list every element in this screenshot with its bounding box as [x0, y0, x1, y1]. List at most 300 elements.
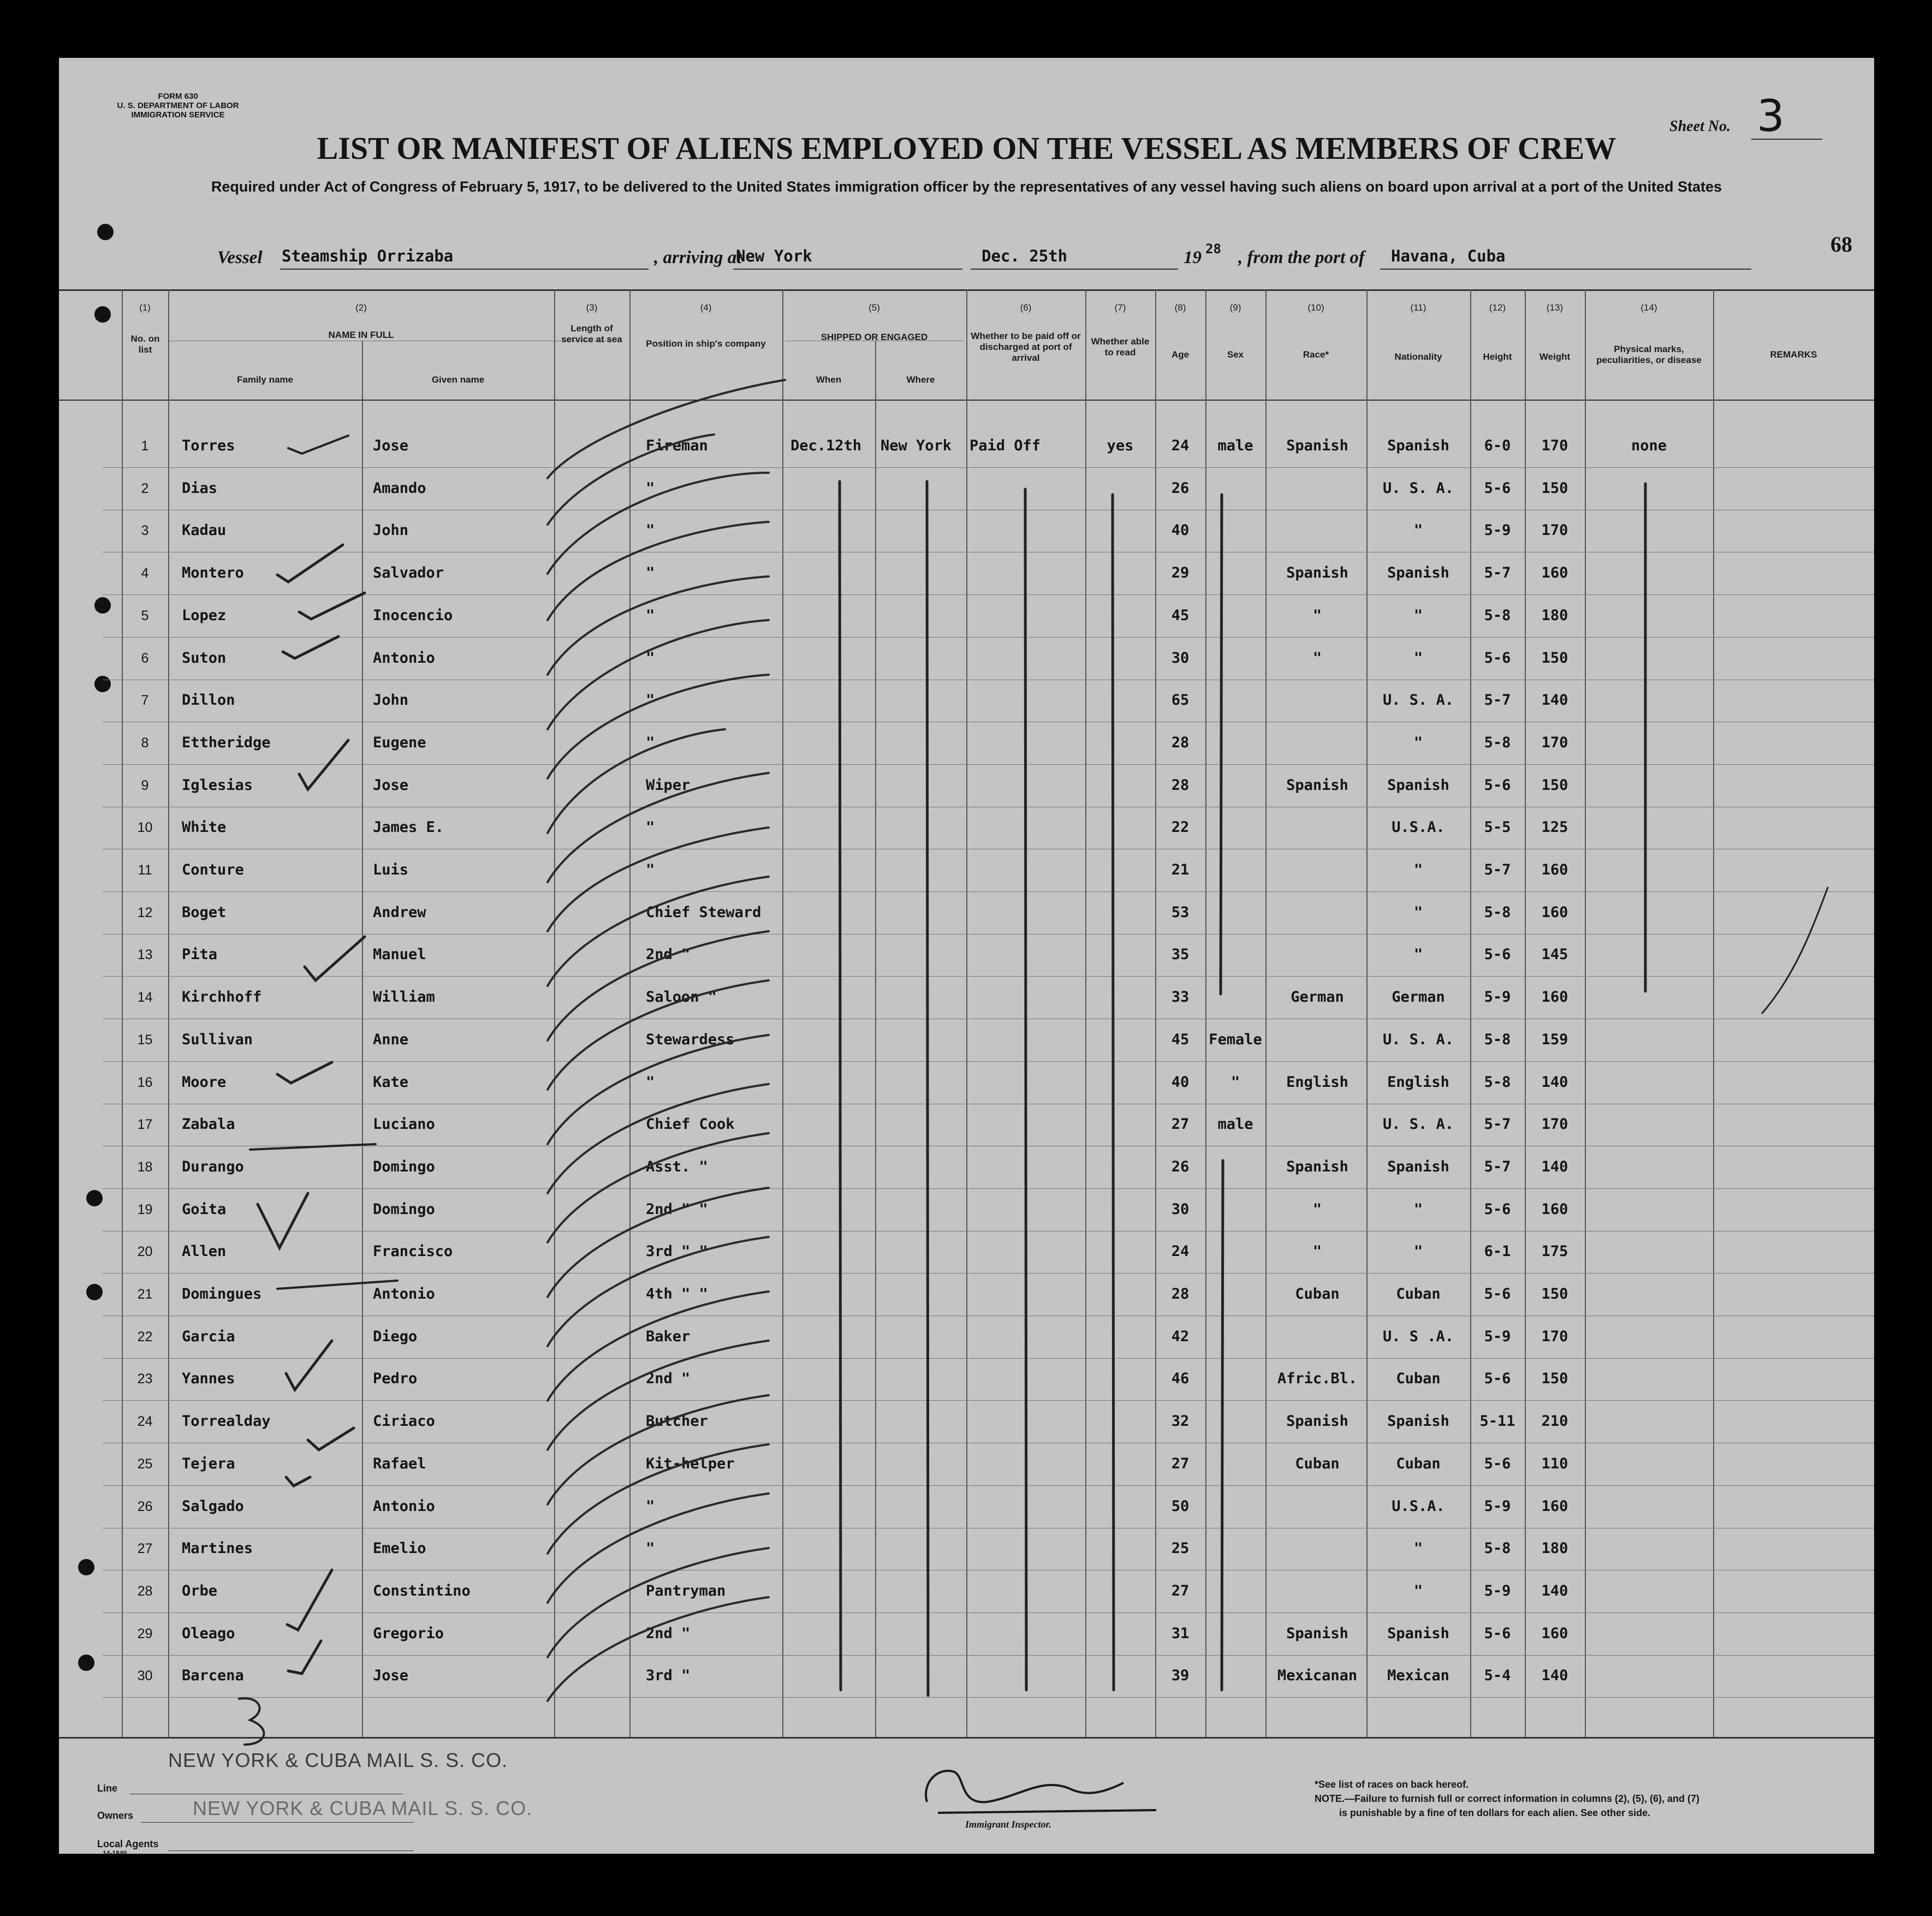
- remarks-stroke: [1762, 888, 1828, 1013]
- document-subtitle: Required under Act of Congress of February 5, 1917, to be delivered to the United States immigration officer by the representatives of any vessel having such aliens on board upon arrival at a port of the United States: [211, 178, 1722, 195]
- weight: 210: [1541, 1413, 1568, 1430]
- col-head-where: Where: [906, 374, 935, 385]
- row-number: 9: [141, 777, 149, 793]
- given-name: Diego: [373, 1328, 418, 1345]
- age: 40: [1171, 522, 1190, 539]
- col-head-age: Age: [1171, 349, 1190, 360]
- nationality: Mexican: [1387, 1667, 1449, 1685]
- given-name: James E.: [373, 819, 444, 836]
- race: Spanish: [1286, 1413, 1348, 1430]
- service-stroke: [548, 980, 769, 1090]
- height: 5-6: [1484, 1200, 1511, 1218]
- family-name: Torres: [182, 437, 235, 454]
- ditto-stroke: [927, 481, 928, 1695]
- height: 5-6: [1484, 479, 1511, 497]
- given-name: Emelio: [373, 1540, 426, 1557]
- weight: 150: [1541, 649, 1568, 667]
- row-number: 15: [137, 1032, 153, 1048]
- row-number: 17: [137, 1117, 153, 1133]
- position: 3rd " ": [646, 1243, 708, 1260]
- height: 5-9: [1484, 1328, 1511, 1345]
- age: 30: [1171, 649, 1190, 667]
- height: 5-6: [1484, 1370, 1511, 1388]
- row-number: 16: [137, 1074, 153, 1090]
- family-name: Domingues: [182, 1286, 262, 1302]
- nationality: U. S. A.: [1382, 1116, 1454, 1133]
- height: 5-8: [1484, 1540, 1511, 1557]
- weight: 140: [1541, 1073, 1568, 1091]
- given-name: Domingo: [373, 1158, 435, 1175]
- weight: 160: [1541, 1625, 1568, 1642]
- position: 3rd ": [646, 1667, 691, 1685]
- ditto-stroke: [840, 481, 841, 1690]
- check-mark: [305, 937, 365, 980]
- position: Baker: [646, 1328, 691, 1345]
- nationality: Spanish: [1387, 1413, 1449, 1430]
- col-head-position: Position in ship's company: [646, 338, 766, 349]
- strike-line: [277, 1281, 397, 1289]
- position: 2nd ": [646, 1625, 691, 1642]
- weight: 140: [1541, 1667, 1568, 1685]
- nationality: Spanish: [1387, 564, 1449, 582]
- family-name: Ettheridge: [182, 734, 271, 751]
- position: ": [646, 564, 655, 582]
- nationality: ": [1413, 946, 1423, 963]
- service-stroke: [548, 620, 769, 729]
- family-name: Allen: [182, 1243, 227, 1260]
- row-number: 28: [137, 1583, 153, 1599]
- position: ": [646, 522, 655, 539]
- row-number: 21: [137, 1287, 153, 1302]
- given-name: Luciano: [373, 1116, 435, 1133]
- sex: Female: [1209, 1031, 1262, 1048]
- col-head-read: Whether able to read: [1091, 336, 1150, 358]
- handwritten-mark: [239, 1698, 264, 1745]
- age: 42: [1171, 1328, 1190, 1345]
- position: Pantryman: [646, 1582, 726, 1599]
- col-head-physical-marks: Physical marks, peculiarities, or disease: [1596, 344, 1702, 365]
- given-name: Francisco: [373, 1243, 453, 1260]
- owners-label: Owners: [97, 1810, 134, 1821]
- age: 26: [1171, 1158, 1190, 1175]
- col-head-height: Height: [1483, 352, 1512, 362]
- nationality: Spanish: [1387, 776, 1449, 794]
- position: Saloon ": [646, 989, 717, 1006]
- age: 32: [1171, 1413, 1190, 1430]
- nationality: U. S. A.: [1382, 479, 1454, 497]
- position: ": [646, 479, 655, 497]
- row-number: 27: [137, 1541, 153, 1557]
- height: 5-9: [1484, 1497, 1511, 1515]
- row-number: 6: [141, 650, 149, 666]
- agents-code: 14-1840: [103, 1849, 127, 1857]
- service-stroke: [548, 773, 769, 882]
- family-name: Dias: [182, 479, 218, 497]
- nationality: U. S .A.: [1382, 1328, 1454, 1345]
- service-stroke: [548, 473, 769, 574]
- col-num: (3): [586, 302, 598, 313]
- age: 24: [1171, 437, 1190, 454]
- col-head-when: When: [816, 374, 842, 385]
- row-number: 11: [138, 862, 152, 878]
- family-name: Boget: [182, 903, 227, 921]
- family-name: Salgado: [182, 1497, 244, 1515]
- arriving-label: , arriving at: [654, 248, 742, 267]
- given-name: Antonio: [373, 1497, 435, 1515]
- weight: 140: [1541, 1158, 1568, 1175]
- inspector-signature: [926, 1771, 1156, 1813]
- position: ": [646, 734, 655, 751]
- row-number: 25: [137, 1456, 153, 1472]
- age: 21: [1171, 861, 1190, 878]
- able-to-read: yes: [1107, 437, 1134, 454]
- height: 6-0: [1484, 437, 1511, 454]
- ditto-stroke: [1221, 495, 1222, 994]
- agents-underline: [168, 1850, 414, 1851]
- race: ": [1312, 649, 1322, 667]
- height: 5-7: [1484, 1116, 1511, 1133]
- age: 46: [1171, 1370, 1190, 1388]
- row-number: 4: [141, 566, 149, 581]
- col-head-sex: Sex: [1227, 349, 1244, 360]
- height: 5-11: [1479, 1413, 1515, 1430]
- vessel-value: Steamship Orrizaba: [282, 247, 454, 265]
- position: 4th " ": [646, 1286, 708, 1302]
- arrival-date: Dec. 25th: [982, 247, 1068, 265]
- family-name: Dillon: [182, 692, 235, 709]
- family-name: Yannes: [182, 1370, 235, 1388]
- service-stroke: [548, 877, 769, 986]
- col-head-given: Given name: [431, 374, 485, 385]
- weight: 150: [1541, 479, 1568, 497]
- year-prefix: 19: [1184, 248, 1202, 267]
- position: Asst. ": [646, 1158, 708, 1175]
- height: 5-8: [1484, 903, 1511, 921]
- nationality: U.S.A.: [1392, 1497, 1445, 1515]
- height: 5-6: [1484, 649, 1511, 667]
- age: 26: [1171, 479, 1190, 497]
- age: 39: [1171, 1667, 1190, 1685]
- age: 27: [1171, 1116, 1190, 1133]
- service-stroke: [548, 1341, 769, 1450]
- age: 29: [1171, 564, 1190, 582]
- age: 65: [1171, 692, 1190, 709]
- sheet-number: 3: [1757, 91, 1785, 141]
- given-name: Jose: [373, 437, 409, 454]
- col-head-shipped: SHIPPED OR ENGAGED: [821, 332, 928, 342]
- given-name: Andrew: [373, 903, 426, 921]
- height: 5-8: [1484, 606, 1511, 624]
- ditto-stroke: [1222, 1161, 1223, 1690]
- from-port-value: Havana, Cuba: [1391, 247, 1506, 265]
- weight: 159: [1541, 1031, 1568, 1048]
- weight: 175: [1541, 1243, 1568, 1260]
- weight: 160: [1541, 861, 1568, 878]
- age: 40: [1171, 1073, 1190, 1091]
- col-head-family: Family name: [237, 374, 293, 385]
- penalty-note-2: is punishable by a fine of ten dollars for each alien. See other side.: [1339, 1807, 1651, 1818]
- race: Cuban: [1295, 1455, 1340, 1472]
- given-name: Amando: [373, 479, 426, 497]
- given-name: Constintino: [373, 1582, 471, 1599]
- nationality: Spanish: [1387, 1625, 1449, 1642]
- check-mark: [277, 1062, 332, 1083]
- height: 5-8: [1484, 1073, 1511, 1091]
- given-name: Antonio: [373, 649, 435, 667]
- weight: 170: [1541, 1328, 1568, 1345]
- check-mark: [277, 545, 343, 582]
- nationality: ": [1413, 606, 1423, 624]
- service-stroke: [548, 1133, 769, 1242]
- nationality: ": [1413, 734, 1423, 751]
- check-mark: [283, 636, 338, 658]
- ditto-stroke: [1113, 495, 1114, 1690]
- age: 45: [1171, 1031, 1190, 1048]
- height: 5-9: [1484, 522, 1511, 539]
- nationality: English: [1387, 1073, 1449, 1091]
- race: Spanish: [1286, 776, 1348, 794]
- position: ": [646, 861, 655, 878]
- row-number: 20: [137, 1244, 153, 1260]
- race: Spanish: [1286, 1158, 1348, 1175]
- position: ": [646, 1540, 655, 1557]
- service-stroke: [548, 729, 725, 833]
- row-number: 14: [137, 990, 153, 1005]
- family-name: Garcia: [182, 1328, 235, 1345]
- family-name: Sullivan: [182, 1031, 253, 1048]
- weight: 160: [1541, 903, 1568, 921]
- position: ": [646, 606, 655, 624]
- given-name: Anne: [373, 1031, 409, 1048]
- age: 53: [1171, 903, 1190, 921]
- family-name: Oleago: [182, 1625, 235, 1642]
- family-name: Martines: [182, 1540, 253, 1557]
- age: 28: [1171, 734, 1190, 751]
- check-mark: [299, 593, 365, 619]
- position: Kit-helper: [646, 1455, 735, 1472]
- given-name: Eugene: [373, 734, 426, 751]
- nationality: Cuban: [1396, 1370, 1441, 1388]
- col-head-name: NAME IN FULL: [328, 330, 394, 340]
- position: Wiper: [646, 776, 691, 794]
- col-num: (6): [1020, 302, 1032, 313]
- position: 2nd ": [646, 946, 691, 963]
- row-number: 24: [137, 1414, 153, 1430]
- form-id-line: FORM 630: [158, 92, 198, 101]
- given-name: Ciriaco: [373, 1413, 435, 1430]
- position: Fireman: [646, 437, 708, 454]
- family-name: Barcena: [182, 1667, 244, 1685]
- weight: 110: [1541, 1455, 1568, 1472]
- given-name: Manuel: [373, 946, 426, 963]
- col-num: (10): [1307, 302, 1324, 313]
- given-name: John: [373, 692, 409, 709]
- row-number: 10: [137, 820, 153, 836]
- family-name: Suton: [182, 649, 227, 667]
- height: 5-7: [1484, 861, 1511, 878]
- race: ": [1312, 606, 1322, 624]
- family-name: Kadau: [182, 522, 227, 539]
- family-name: Zabala: [182, 1116, 235, 1133]
- nationality: ": [1413, 522, 1423, 539]
- race: Spanish: [1286, 564, 1348, 582]
- given-name: Kate: [373, 1073, 409, 1091]
- sex: ": [1230, 1073, 1240, 1091]
- inspector-label: Immigrant Inspector.: [965, 1819, 1052, 1830]
- height: 5-6: [1484, 1286, 1511, 1302]
- weight: 170: [1541, 437, 1568, 454]
- height: 5-7: [1484, 1158, 1511, 1175]
- weight: 145: [1541, 946, 1568, 963]
- position: Chief Steward: [646, 903, 762, 921]
- check-mark: [288, 1641, 321, 1674]
- family-name: Orbe: [182, 1582, 218, 1599]
- age: 35: [1171, 946, 1190, 963]
- position: Butcher: [646, 1413, 708, 1430]
- height: 5-7: [1484, 692, 1511, 709]
- service-stroke: [548, 1237, 769, 1346]
- age: 33: [1171, 989, 1190, 1006]
- form-id-line: IMMIGRATION SERVICE: [131, 110, 225, 120]
- race: Mexicanan: [1277, 1667, 1358, 1685]
- family-name: Montero: [182, 564, 244, 582]
- arriving-value: New York: [736, 247, 812, 265]
- height: 5-9: [1484, 1582, 1511, 1599]
- age: 28: [1171, 1286, 1190, 1302]
- weight: 160: [1541, 1497, 1568, 1515]
- height: 5-9: [1484, 989, 1511, 1006]
- nationality: U. S. A.: [1382, 692, 1454, 709]
- weight: 150: [1541, 776, 1568, 794]
- service-stroke: [548, 828, 769, 931]
- position: ": [646, 819, 655, 836]
- col-num: (11): [1410, 302, 1426, 313]
- nationality: Spanish: [1387, 437, 1449, 454]
- penalty-note: NOTE.—Failure to furnish full or correct information in columns (2), (5), (6), and (7): [1315, 1793, 1700, 1804]
- service-stroke: [548, 435, 714, 525]
- col-head-no: No. on list: [130, 334, 160, 355]
- physical-marks: none: [1631, 437, 1667, 454]
- race: Afric.Bl.: [1277, 1370, 1358, 1388]
- weight: 170: [1541, 522, 1568, 539]
- row-number: 2: [141, 480, 149, 496]
- given-name: Domingo: [373, 1200, 435, 1218]
- weight: 160: [1541, 989, 1568, 1006]
- nationality: German: [1392, 989, 1445, 1006]
- given-name: Rafael: [373, 1455, 426, 1472]
- height: 5-6: [1484, 1455, 1511, 1472]
- col-head-nationality: Nationality: [1394, 352, 1442, 362]
- age: 30: [1171, 1200, 1190, 1218]
- given-name: Salvador: [373, 564, 444, 582]
- col-num: (7): [1114, 302, 1126, 313]
- age: 25: [1171, 1540, 1190, 1557]
- check-mark: [287, 1570, 332, 1630]
- weight: 160: [1541, 1200, 1568, 1218]
- owners-stamp: NEW YORK & CUBA MAIL S. S. CO.: [193, 1797, 533, 1819]
- given-name: Jose: [373, 776, 409, 794]
- family-name: Moore: [182, 1073, 227, 1091]
- family-name: Kirchhoff: [182, 989, 262, 1006]
- given-name: Antonio: [373, 1286, 435, 1302]
- position: ": [646, 1497, 655, 1515]
- service-stroke: [548, 1597, 769, 1701]
- nationality: U.S.A.: [1392, 819, 1445, 836]
- col-head-service: Length of service at sea: [561, 323, 622, 344]
- row-number: 12: [137, 905, 153, 920]
- height: 5-6: [1484, 1625, 1511, 1642]
- given-name: William: [373, 989, 435, 1006]
- races-note: *See list of races on back hereof.: [1315, 1779, 1469, 1790]
- weight: 180: [1541, 1540, 1568, 1557]
- family-name: Conture: [182, 861, 244, 878]
- check-mark: [286, 1477, 310, 1486]
- col-num: (12): [1489, 302, 1506, 313]
- family-name: White: [182, 819, 227, 836]
- service-stroke: [548, 380, 785, 478]
- check-mark: [308, 1428, 354, 1450]
- check-mark: [258, 1193, 308, 1248]
- family-name: Iglesias: [182, 776, 253, 794]
- position: ": [646, 1073, 655, 1091]
- nationality: Spanish: [1387, 1158, 1449, 1175]
- family-name: Durango: [182, 1158, 244, 1175]
- row-number: 23: [137, 1371, 153, 1387]
- weight: 150: [1541, 1286, 1568, 1302]
- col-num: (5): [869, 302, 880, 313]
- height: 5-7: [1484, 564, 1511, 582]
- nationality: ": [1413, 649, 1423, 667]
- height: 5-5: [1484, 819, 1511, 836]
- service-stroke: [548, 576, 769, 675]
- row-number: 26: [137, 1498, 153, 1514]
- row-number: 7: [141, 693, 149, 709]
- age: 27: [1171, 1582, 1190, 1599]
- nationality: ": [1413, 1582, 1423, 1599]
- weight: 160: [1541, 564, 1568, 582]
- given-name: Luis: [373, 861, 409, 878]
- col-num: (8): [1174, 302, 1186, 313]
- col-num: (9): [1229, 302, 1241, 313]
- line-stamp: NEW YORK & CUBA MAIL S. S. CO.: [168, 1749, 508, 1771]
- row-number: 13: [137, 947, 153, 963]
- nationality: ": [1413, 1243, 1423, 1260]
- vessel-label: Vessel: [217, 248, 263, 267]
- sheet-label: Sheet No.: [1669, 118, 1731, 135]
- height: 5-4: [1484, 1667, 1511, 1685]
- year-suffix: 28: [1205, 241, 1221, 257]
- height: 5-8: [1484, 1031, 1511, 1048]
- height: 5-6: [1484, 946, 1511, 963]
- height: 5-8: [1484, 734, 1511, 751]
- race: ": [1312, 1200, 1322, 1218]
- position: ": [646, 692, 655, 709]
- age: 27: [1171, 1455, 1190, 1472]
- row-number: 5: [141, 608, 149, 623]
- position: 2nd ": [646, 1370, 691, 1388]
- col-head-paid-off: Whether to be paid off or discharged at port of arrival: [971, 331, 1081, 363]
- col-head-weight: Weight: [1539, 352, 1571, 362]
- check-mark: [299, 740, 348, 789]
- age: 31: [1171, 1625, 1190, 1642]
- position: ": [646, 649, 655, 667]
- height: 6-1: [1484, 1243, 1511, 1260]
- sex: male: [1217, 1116, 1253, 1133]
- document-title: LIST OR MANIFEST OF ALIENS EMPLOYED ON THE VESSEL AS MEMBERS OF CREW: [317, 130, 1616, 166]
- race: ": [1312, 1243, 1322, 1260]
- age: 50: [1171, 1497, 1190, 1515]
- nationality: ": [1413, 861, 1423, 878]
